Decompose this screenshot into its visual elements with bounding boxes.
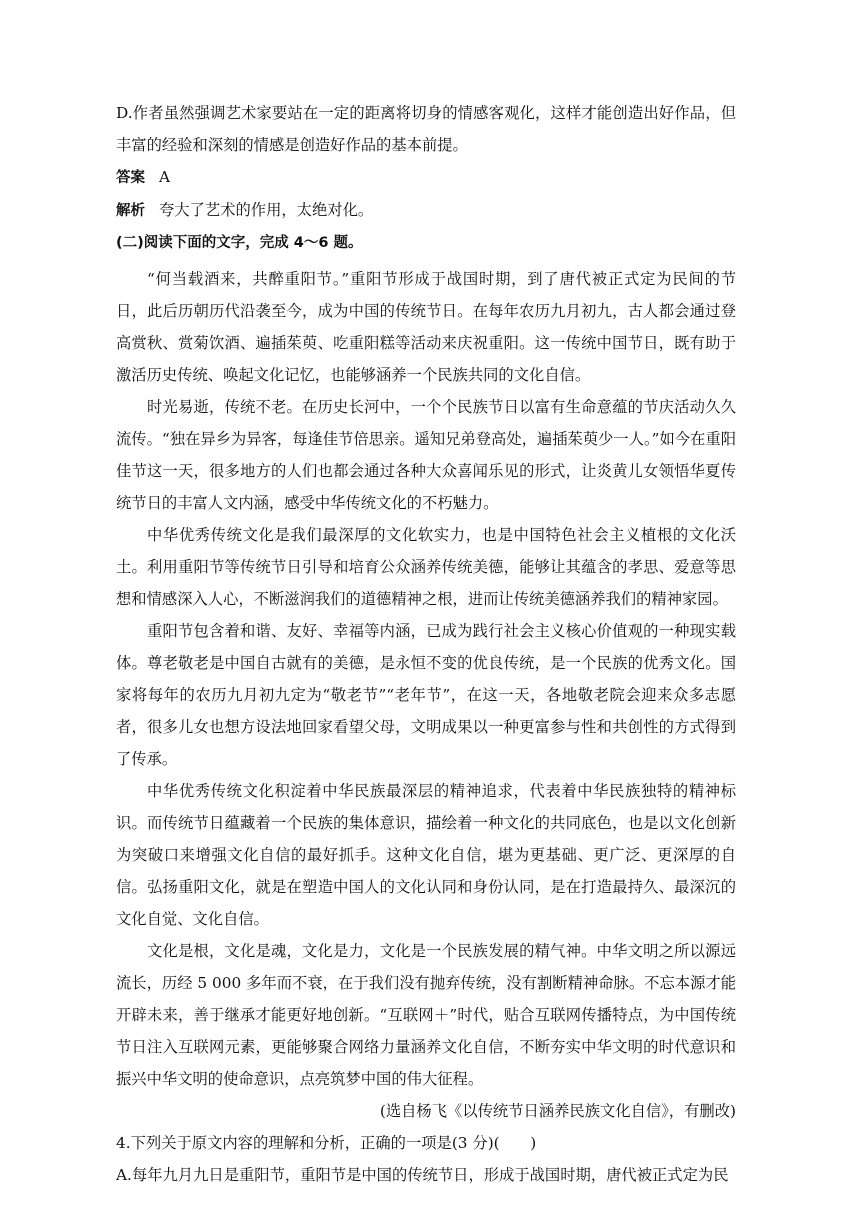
source-note: (选自杨飞《以传统节日涵养民族文化自信》，有删改) bbox=[379, 1102, 736, 1120]
answer-row bbox=[116, 165, 736, 191]
paragraph-6: 文化是根，文化是魂，文化是力，文化是一个民族发展的精气神。中华文明之所以源远流长，历经 5 000 多年而不衰，在于我们没有抛弃传统，没有割断精神命脉。不忘本源才能开辟未来，善于继承才能更好地创新。“互联网＋”时代，贴合互联网传播特点，为中国传统节日注入互联网元素，更能够聚合网络力量涵养文化自信，不断夯实中华文明的时代意识和振兴中华文明的使命意识，点亮筑梦中国的伟大征程。 bbox=[116, 942, 736, 1088]
question-stem: 4.下列关于原文内容的理解和分析，正确的一项是(3 分)( ) bbox=[116, 1134, 537, 1152]
section-title: (二)阅读下面的文字，完成 4～6 题。 bbox=[116, 235, 363, 251]
paragraph-5: 中华优秀传统文化积淀着中华民族最深层的精神追求，代表着中华民族独特的精神标识。而传统节日蕴藏着一个民族的集体意识，描绘着一种文化的共同底色，也是以文化创新为突破口来增强文化自信的最好抓手。这种文化自信，堪为更基础、更广泛、更深厚的自信。弘扬重阳文化，就是在塑造中国人的文化认同和身份认同，是在打造最持久、最深沉的文化自觉、文化自信。 bbox=[116, 782, 736, 928]
paragraph-4: 重阳节包含着和谐、友好、幸福等内涵，已成为践行社会主义核心价值观的一种现实载体。尊老敬老是中国自古就有的美德，是永恒不变的优良传统，是一个民族的优秀文化。国家将每年的农历九月初九定为“敬老节”“老年节”，在这一天，各地敬老院会迎来众多志愿者，很多儿女也想方设法地回家看望父母，文明成果以一种更富参与性和共创性的方式得到了传承。 bbox=[116, 622, 736, 768]
analysis-value: 夸大了艺术的作用，太绝对化。 bbox=[159, 201, 374, 219]
paragraph-1: “何当载酒来，共醉重阳节。”重阳节形成于战国时期，到了唐代被正式定为民间的节日，此后历朝历代沿袭至今，成为中国的传统节日。在每年农历九月初九，古人都会通过登高赏秋、赏菊饮酒、遍插茱萸、吃重阳糕等活动来庆祝重阳。这一传统中国节日，既有助于激活历史传统、唤起文化记忆，也能够涵养一个民族共同的文化自信。 bbox=[116, 270, 736, 384]
option-d-line-2: 丰富的经验和深刻的情感是创造好作品的基本前提。 bbox=[116, 136, 468, 154]
paragraph-2: 时光易逝，传统不老。在历史长河中，一个个民族节日以富有生命意蕴的节庆活动久久流传。“独在异乡为异客，每逢佳节倍思亲。遥知兄弟登高处，遍插茱萸少一人。”如今在重阳佳节这一天，很多地方的人们也都会通过各种大众喜闻乐见的形式，让炎黄儿女领悟华夏传统节日的丰富人文内涵，感受中华传统文化的不朽魅力。 bbox=[116, 398, 736, 512]
paragraph-3: 中华优秀传统文化是我们最深厚的文化软实力，也是中国特色社会主义植根的文化沃土。利用重阳节等传统节日引导和培育公众涵养传统美德，能够让其蕴含的孝思、爱意等思想和情感深入人心，不断滋润我们的道德精神之根，进而让传统美德涵养我们的精神家园。 bbox=[116, 526, 736, 608]
question-option-a: A.每年九月九日是重阳节，重阳节是中国的传统节日，形成于战国时期，唐代被正式定为民 bbox=[116, 1166, 729, 1184]
analysis-label: 解析 bbox=[116, 203, 145, 219]
document-page bbox=[116, 101, 736, 1191]
answer-value: A bbox=[159, 168, 171, 186]
option-d-line-1: D.作者虽然强调艺术家要站在一定的距离将切身的情感客观化，这样才能创造出好作品，但 bbox=[116, 104, 736, 122]
answer-label: 答案 bbox=[116, 170, 145, 186]
analysis-row bbox=[116, 198, 736, 224]
